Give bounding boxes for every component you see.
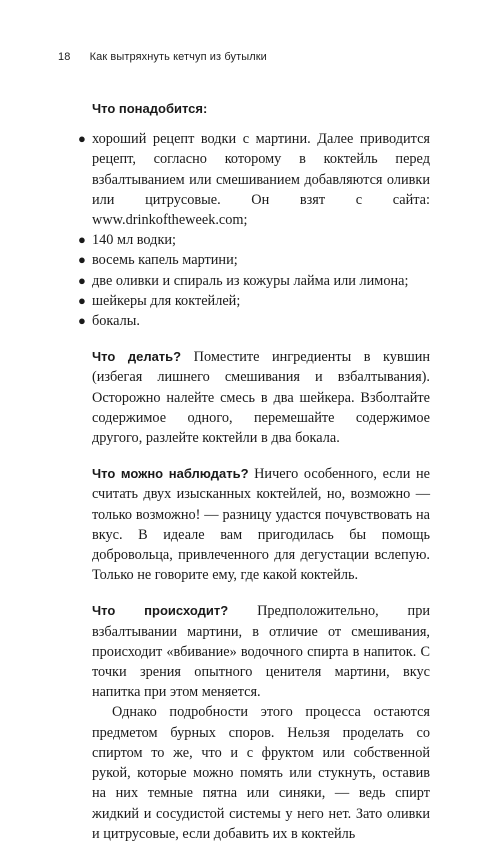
- what-to-do-text: Поместите ингредиенты в кувшин (избегая лишнего смешивания и взбалтывания). Осторожно налейте смесь в два шейкера. Взболтайте содержимое одного, перемешайте содержимое другого, разлейте коктейли в два бокала.: [92, 349, 430, 447]
- list-item: [78, 129, 430, 230]
- list-item: [78, 271, 430, 291]
- list-item-text: шейкеры для коктейлей;: [92, 292, 241, 309]
- bullet-icon: ●: [78, 232, 86, 248]
- ingredients-list: [78, 129, 430, 331]
- continuation-paragraph: Однако подробности этого процесса остаются предметом бурных споров. Нельзя проделать со спиртом то же, что и с фруктом или собственной рукой, которые можно помять или стукнуть, оставив на них темные пятна или синяки, — ведь спирт жидкий и сосудистой системы у него нет. Зато оливки и цитрусовые, если добавить их в коктейль: [92, 704, 430, 842]
- what-happens-paragraph: [92, 601, 430, 702]
- what-happens-lead: Что происходит?: [92, 603, 229, 619]
- what-happens-text: Предположительно, при взбалтывании мартини, в отличие от смешивания, происходит «вбивание» водочного спирта в напиток. С точки зрения опытного ценителя мартини, вкус напитка при этом меняется.: [92, 603, 430, 701]
- list-item: [78, 311, 430, 331]
- what-to-observe-lead: Что можно наблюдать?: [92, 466, 249, 482]
- list-item: [78, 291, 430, 311]
- ingredients-heading: Что понадобится:: [92, 101, 208, 116]
- list-item-text: две оливки и спираль из кожуры лайма или лимона;: [92, 272, 409, 289]
- list-item-text: 140 мл водки;: [92, 232, 177, 249]
- what-to-do-lead: Что делать?: [92, 349, 182, 365]
- page-body: [78, 99, 430, 844]
- bullet-icon: ●: [78, 252, 86, 268]
- page-number: 18: [58, 51, 71, 63]
- what-to-observe-text: Ничего особенного, если не считать двух изысканных коктейлей, но, возможно — только возможно! — разницу удастся почувствовать на вкус. В идеале вам пригодилась бы помощь добровольца, привлеченного для дегустации вслепую. Только не говорите ему, где какой коктейль.: [92, 466, 430, 584]
- book-title: Как вытряхнуть кетчуп из бутылки: [89, 51, 267, 63]
- list-item: [78, 250, 430, 270]
- bullet-icon: ●: [78, 292, 86, 308]
- list-item: [78, 230, 430, 250]
- running-head: [58, 51, 267, 63]
- list-item-text: бокалы.: [92, 313, 140, 330]
- list-item-text: восемь капель мартини;: [92, 252, 238, 269]
- what-to-observe-paragraph: [92, 464, 430, 585]
- bullet-icon: ●: [78, 313, 86, 329]
- bullet-icon: ●: [78, 272, 86, 288]
- list-item-text: хороший рецепт водки с мартини. Далее приводится рецепт, согласно которому в коктейль перед взбалтыванием или смешиванием добавляются оливки или цитрусовые. Он взят с сайта: www.drinkoftheweek.com;: [92, 131, 430, 229]
- bullet-icon: ●: [78, 131, 86, 147]
- what-to-do-paragraph: [92, 347, 430, 448]
